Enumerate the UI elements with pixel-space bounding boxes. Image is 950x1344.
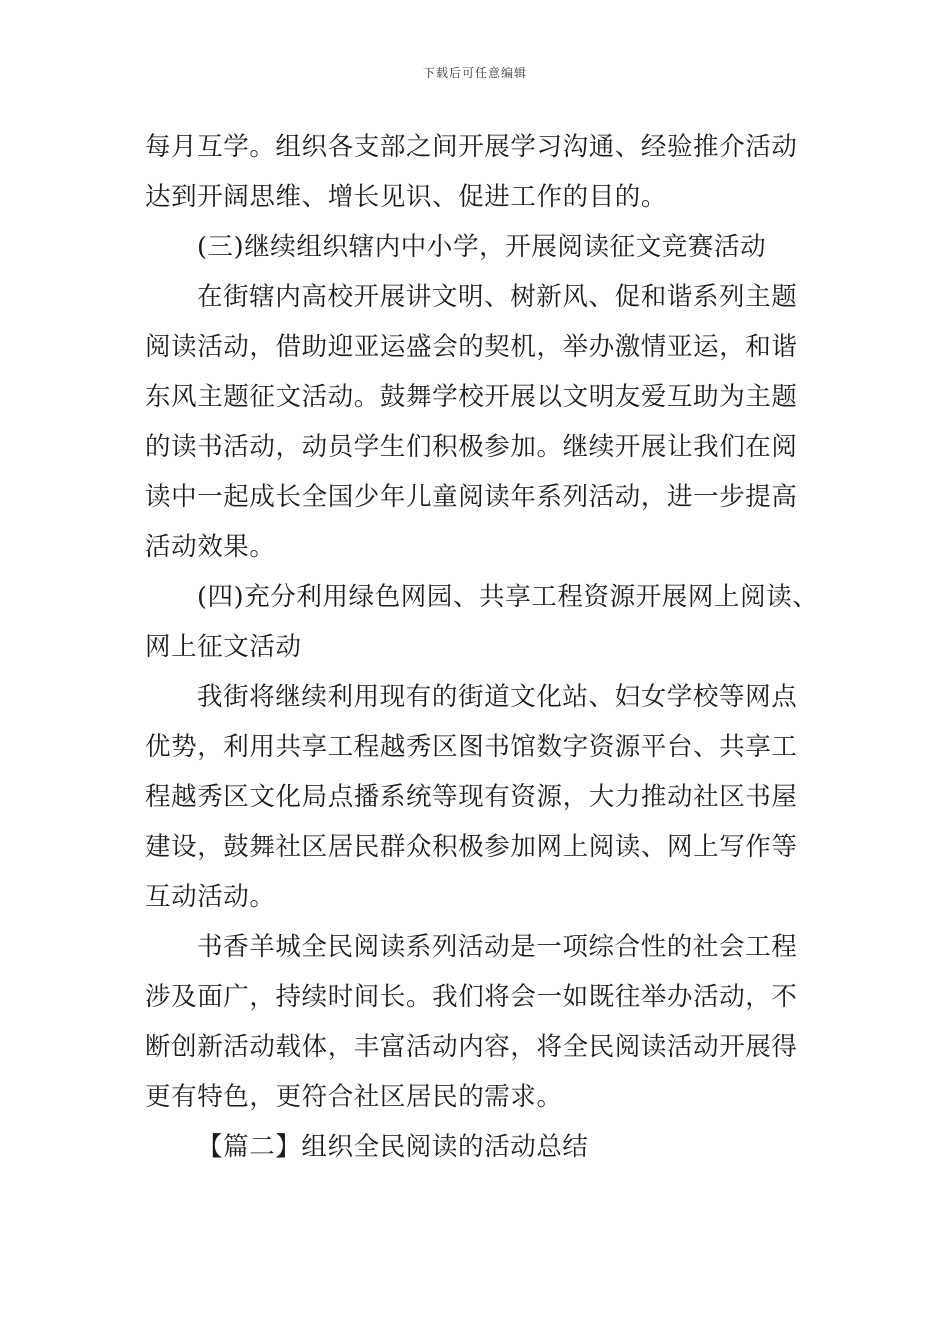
page-header: 下载后可任意编辑 — [422, 66, 527, 80]
text-line: 活动效果。 — [145, 532, 276, 562]
section-heading-4: (四)充分利用绿色网园、共享工程资源开展网上阅读、 — [197, 582, 819, 612]
chapter-heading: 【篇二】组织全民阅读的活动总结 — [197, 1132, 589, 1162]
text-line: 达到开阔思维、增长见识、促进工作的目的。 — [145, 182, 668, 212]
document-body — [145, 122, 819, 1172]
text-line: 更有特色，更符合社区居民的需求。 — [145, 1082, 563, 1112]
text-line: 程越秀区文化局点播系统等现有资源，大力推动社区书屋 — [145, 782, 798, 812]
text-line: 断创新活动载体，丰富活动内容，将全民阅读活动开展得 — [145, 1032, 798, 1062]
text-line: 建设，鼓舞社区居民群众积极参加网上阅读、网上写作等 — [145, 832, 798, 862]
text-line: 涉及面广，持续时间长。我们将会一如既往举办活动，不 — [145, 982, 798, 1012]
section-heading-3: (三)继续组织辖内中小学，开展阅读征文竞赛活动 — [197, 232, 767, 262]
text-line: 我街将继续利用现有的街道文化站、妇女学校等网点 — [197, 682, 798, 712]
text-line: 阅读活动，借助迎亚运盛会的契机，举办激情亚运，和谐 — [145, 332, 798, 362]
text-line: 的读书活动，动员学生们积极参加。继续开展让我们在阅 — [145, 432, 798, 462]
text-line: 每月互学。组织各支部之间开展学习沟通、经验推介活动 — [145, 132, 798, 162]
text-line: 互动活动。 — [145, 882, 276, 912]
text-line: 网上征文活动 — [145, 632, 302, 662]
text-line: 优势，利用共享工程越秀区图书馆数字资源平台、共享工 — [145, 732, 798, 762]
text-line: 读中一起成长全国少年儿童阅读年系列活动，进一步提高 — [145, 482, 798, 512]
text-line: 书香羊城全民阅读系列活动是一项综合性的社会工程 — [197, 932, 798, 962]
text-line: 在街辖内高校开展讲文明、树新风、促和谐系列主题 — [197, 282, 798, 312]
text-line: 东风主题征文活动。鼓舞学校开展以文明友爱互助为主题 — [145, 382, 798, 412]
